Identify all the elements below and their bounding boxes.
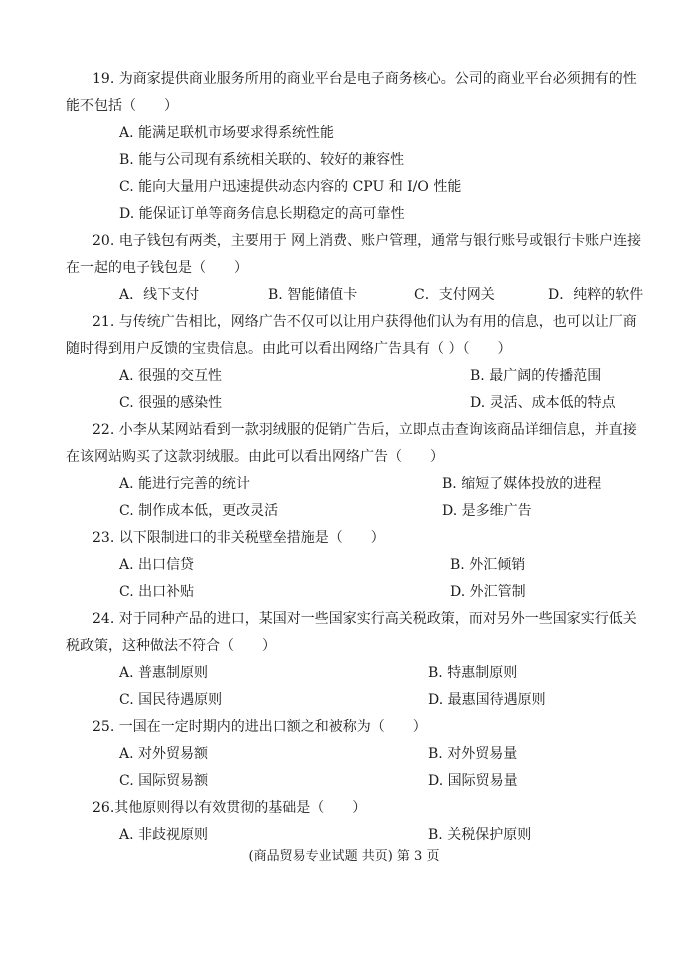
question-22-option-d: D. 是多维广告	[442, 503, 532, 519]
question-22-stem: 22. 小李从某网站看到一款羽绒服的促销广告后，立即点击查询该商品详细信息，并直接	[92, 422, 637, 438]
question-23-option-a: A. 出口信贷	[119, 557, 195, 573]
question-22-option-b: B. 缩短了媒体投放的进程	[442, 476, 602, 492]
question-26-option-a: A. 非歧视原则	[119, 827, 209, 843]
question-24-option-a: A. 普惠制原则	[119, 665, 209, 681]
question-24-option-b: B. 特惠制原则	[428, 665, 518, 681]
question-20-stem: 20. 电子钱包有两类，主要用于 网上消费、账户管理，通常与银行账号或银行卡账户连接	[92, 233, 642, 249]
question-25-stem: 25. 一国在一定时期内的进出口额之和被称为（ ）	[92, 719, 427, 735]
question-19-stem-cont: 能不包括（ ）	[66, 98, 178, 114]
question-21-stem-cont: 随时得到用户反馈的宝贵信息。由此可以看出网络广告具有（ ）（ ）	[66, 341, 512, 357]
question-25-option-d: D. 国际贸易量	[428, 773, 518, 789]
page-footer: (商品贸易专业试题 共页) 第 3 页	[248, 849, 440, 864]
question-19-option-c: C. 能向大量用户迅速提供动态内容的 CPU 和 I/O 性能	[119, 179, 462, 195]
question-24-stem: 24. 对于同种产品的进口，某国对一些国家实行高关税政策，而对另外一些国家实行低关	[92, 611, 637, 627]
question-19-option-b: B. 能与公司现有系统相关联的、较好的兼容性	[119, 152, 405, 168]
question-21-option-d: D. 灵活、成本低的特点	[470, 395, 616, 411]
question-25-option-a: A. 对外贸易额	[119, 746, 209, 762]
question-20-stem-cont: 在一起的电子钱包是（ ）	[66, 260, 248, 276]
question-22-option-c: C. 制作成本低，更改灵活	[119, 503, 279, 519]
question-20-option-a: A．线下支付	[119, 287, 200, 303]
question-21-option-b: B. 最广阔的传播范围	[470, 368, 602, 384]
question-26-option-b: B. 关税保护原则	[428, 827, 532, 843]
question-20-option-b: B. 智能储值卡	[268, 287, 358, 303]
question-19-option-a: A. 能满足联机市场要求得系统性能	[119, 125, 335, 141]
question-25-option-b: B. 对外贸易量	[428, 746, 518, 762]
question-23-option-b: B. 外汇倾销	[450, 557, 526, 573]
question-23-stem: 23. 以下限制进口的非关税壁垒措施是（ ）	[92, 530, 385, 546]
question-20-option-d: D．纯粹的软件	[548, 287, 644, 303]
question-21-option-a: A. 很强的交互性	[119, 368, 223, 384]
question-24-option-c: C. 国民待遇原则	[119, 692, 223, 708]
question-24-option-d: D. 最惠国待遇原则	[428, 692, 546, 708]
question-22-stem-cont: 在该网站购买了这款羽绒服。由此可以看出网络广告（ ）	[66, 449, 444, 465]
question-19-stem: 19. 为商家提供商业服务所用的商业平台是电子商务核心。公司的商业平台必须拥有的性	[92, 71, 637, 87]
question-22-option-a: A. 能进行完善的统计	[119, 476, 251, 492]
question-19-option-d: D. 能保证订单等商务信息长期稳定的高可靠性	[119, 206, 405, 222]
question-24-stem-cont: 税政策，这种做法不符合（ ）	[66, 638, 276, 654]
question-20-option-c: C．支付网关	[414, 287, 495, 303]
question-23-option-d: D. 外汇管制	[450, 584, 526, 600]
question-26-stem: 26.其他原则得以有效贯彻的基础是（ ）	[92, 800, 367, 816]
question-21-option-c: C. 很强的感染性	[119, 395, 223, 411]
question-25-option-c: C. 国际贸易额	[119, 773, 209, 789]
question-23-option-c: C. 出口补贴	[119, 584, 195, 600]
question-21-stem: 21. 与传统广告相比，网络广告不仅可以让用户获得他们认为有用的信息，也可以让厂商	[92, 314, 637, 330]
